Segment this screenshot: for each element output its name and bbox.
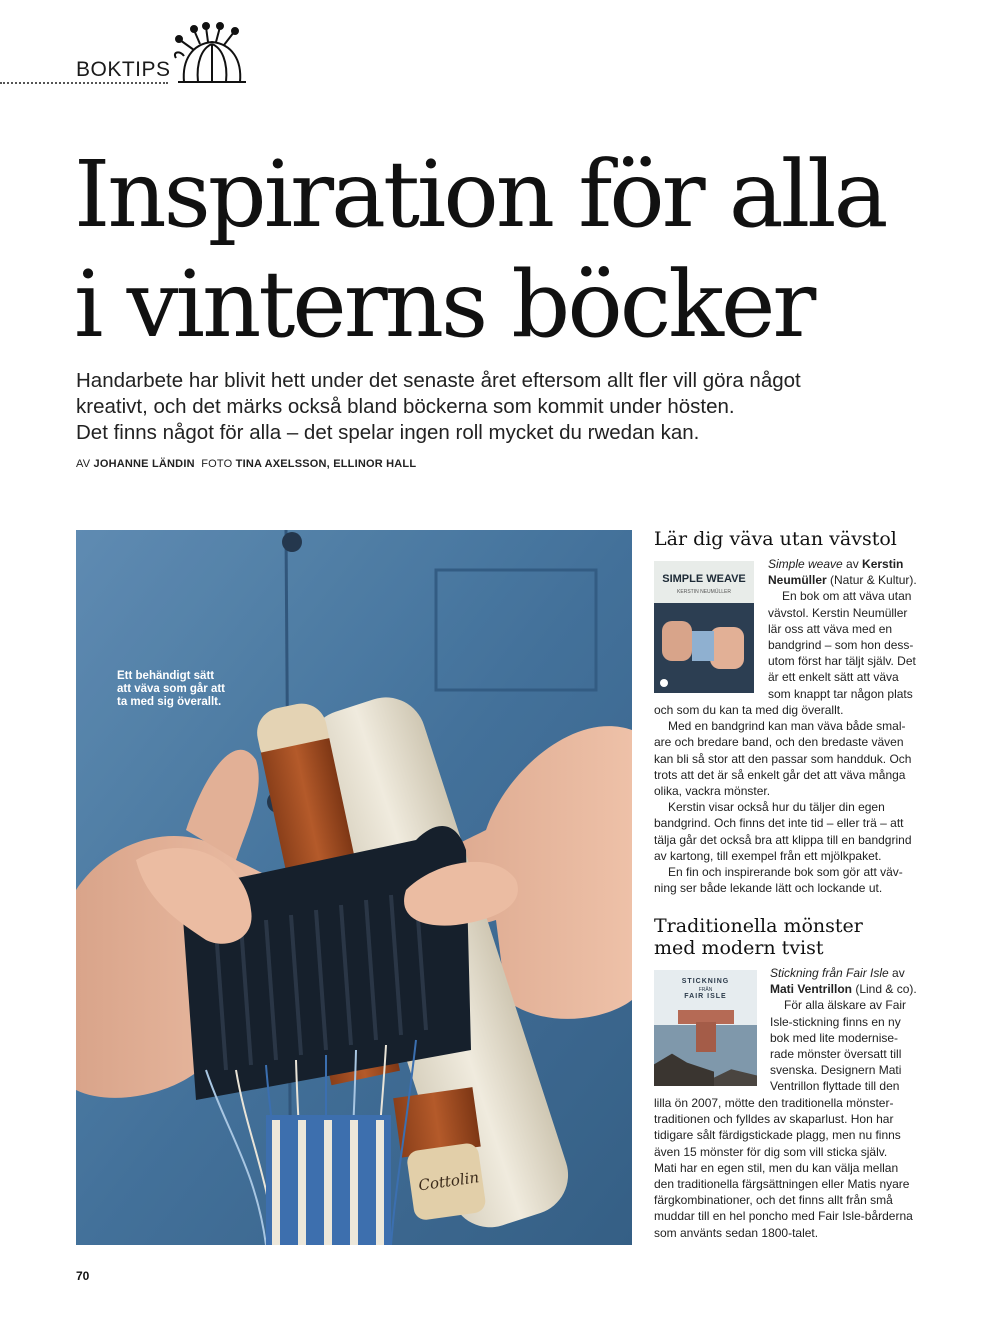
article2-body xyxy=(654,1095,924,1241)
lead-line: Handarbete har blivit hett under det senaste året eftersom allt fler vill göra något xyxy=(76,369,801,392)
intro-line xyxy=(768,572,928,588)
body-line: svenska. Designern Mati xyxy=(770,1063,902,1078)
cover-title: STICKNING xyxy=(681,978,730,985)
body-line: tidigare sålt färdigstickade plagg, men nu finns xyxy=(654,1128,901,1143)
intro-line xyxy=(770,981,930,997)
body-line: Kerstin visar också hur du täljer din egen xyxy=(668,800,885,815)
body-line: Mati har en egen stil, men du kan välja mellan xyxy=(654,1160,899,1175)
body-line: av kartong, till exempel från ett mjölkpaket. xyxy=(654,848,882,863)
body-line: rade mönster översatt till xyxy=(770,1047,902,1062)
body-line: traditionen och fylldes av skaparlust. Hon har xyxy=(654,1112,894,1127)
byline xyxy=(76,458,416,470)
page-number: 70 xyxy=(76,1269,90,1283)
body-line: are och bredare band, och den bredaste väven xyxy=(654,735,904,750)
body-line: är ett enkelt sätt att väva xyxy=(768,670,899,685)
body-line: ning ser både lekande lätt och lockande ut. xyxy=(654,881,883,896)
cover-small-text: KERSTIN NEUMÜLLER xyxy=(677,589,731,595)
headline-line: Inspiration för alla xyxy=(74,141,886,248)
lead-paragraph xyxy=(76,368,896,446)
body-line: Isle-stickning finns en ny xyxy=(770,1014,901,1029)
book-cover-fair-isle xyxy=(654,970,757,1086)
article-fair-isle xyxy=(654,915,924,959)
heading-line: Traditionella mönster xyxy=(654,915,863,937)
headline xyxy=(74,140,954,360)
article-heading: Lär dig väva utan vävstol xyxy=(654,528,897,550)
article-heading xyxy=(654,915,924,959)
book-author-cont: Neumüller xyxy=(768,573,827,588)
book-author: Mati Ventrillon xyxy=(770,982,853,997)
body-line: bandgrind – som hon dess- xyxy=(768,638,914,653)
body-line: kan bli så stor att den passar som handduk. Och xyxy=(654,751,912,766)
lead-line: Det finns något för alla – det spelar ingen roll mycket du rwedan kan. xyxy=(76,421,700,444)
book-title: Stickning från Fair Isle xyxy=(770,966,889,980)
main-photo xyxy=(76,530,632,1245)
article1-intro xyxy=(768,556,928,702)
byline-photographers: TINA AXELSSON, ELLINOR HALL xyxy=(235,458,417,470)
body-line: även 15 mönster för dig som vill sticka själv. xyxy=(654,1144,888,1159)
intro-line xyxy=(770,965,930,981)
body-line: tälja går det också bra att klippa till en bandgrind xyxy=(654,832,912,847)
book-publisher: (Lind & co). xyxy=(852,982,917,997)
body-line: olika, vackra mönster. xyxy=(654,784,771,799)
header-dotted-rule xyxy=(0,82,168,84)
book-title: Simple weave xyxy=(768,557,843,571)
body-line: trots att det är så enkelt går det att väva många xyxy=(654,767,906,782)
intro-line xyxy=(768,556,928,572)
book-author: Kerstin xyxy=(862,557,904,571)
caption-line: ta med sig överallt. xyxy=(117,696,222,708)
article-simple-weave xyxy=(654,528,924,550)
caption-line: att väva som går att xyxy=(117,683,226,695)
body-line: För alla älskare av Fair xyxy=(784,998,907,1013)
article2-intro xyxy=(770,965,930,1095)
book-cover-simple-weave xyxy=(654,561,754,693)
pincushion-icon xyxy=(170,22,250,88)
byline-photo-prefix: FOTO xyxy=(201,458,233,470)
body-line: bok med lite modernise- xyxy=(770,1030,899,1045)
photo-caption xyxy=(117,670,237,709)
byline-author: JOHANNE LÄNDIN xyxy=(93,458,195,470)
body-line: muddar till en hel poncho med Fair Isle-bårderna xyxy=(654,1209,913,1224)
body-line: utom först har täljt själv. Det xyxy=(768,654,916,669)
body-line: den traditionella färgsättningen eller Matis nyare xyxy=(654,1177,910,1192)
body-line: En bok om att väva utan xyxy=(782,589,912,604)
body-line: vävstol. Kerstin Neumüller xyxy=(768,605,908,620)
article1-body xyxy=(654,702,924,896)
body-line: En fin och inspirerande bok som gör att väv- xyxy=(668,865,903,880)
cover-from: FRÅN xyxy=(698,987,713,993)
body-line: lilla ön 2007, mötte den traditionella mönster- xyxy=(654,1096,894,1110)
heading-line: med modern tvist xyxy=(654,937,824,959)
body-line: färgkombinationer, och det finns allt från små xyxy=(654,1193,893,1208)
body-line: lär oss att väva med en xyxy=(768,621,893,636)
section-label: BOKTIPS xyxy=(76,58,171,81)
byline-author-prefix: AV xyxy=(76,458,91,470)
body-line: som knappt tar någon plats xyxy=(768,686,913,701)
lead-line: kreativt, och det märks också bland böckerna som kommit under hösten. xyxy=(76,395,735,418)
body-line: och som du kan ta med dig överallt. xyxy=(654,703,844,717)
cover-title: SIMPLE WEAVE xyxy=(662,573,746,585)
body-line: Med en bandgrind kan man väva både smal- xyxy=(668,719,906,734)
cover-title-2: FAIR ISLE xyxy=(684,993,727,1000)
body-line: som använts sedan 1800-talet. xyxy=(654,1225,819,1240)
book-publisher: (Natur & Kultur). xyxy=(826,573,917,588)
body-line: bandgrind. Och finns det inte tid – eller trä – att xyxy=(654,816,904,831)
spool-label: Cottolin xyxy=(417,1168,481,1195)
connector: av xyxy=(842,557,863,571)
body-line: Ventrillon flyttade till den xyxy=(770,1079,900,1094)
headline-line: i vinterns böcker xyxy=(74,251,814,358)
caption-line: Ett behändigt sätt xyxy=(117,670,215,682)
connector: av xyxy=(888,966,905,980)
